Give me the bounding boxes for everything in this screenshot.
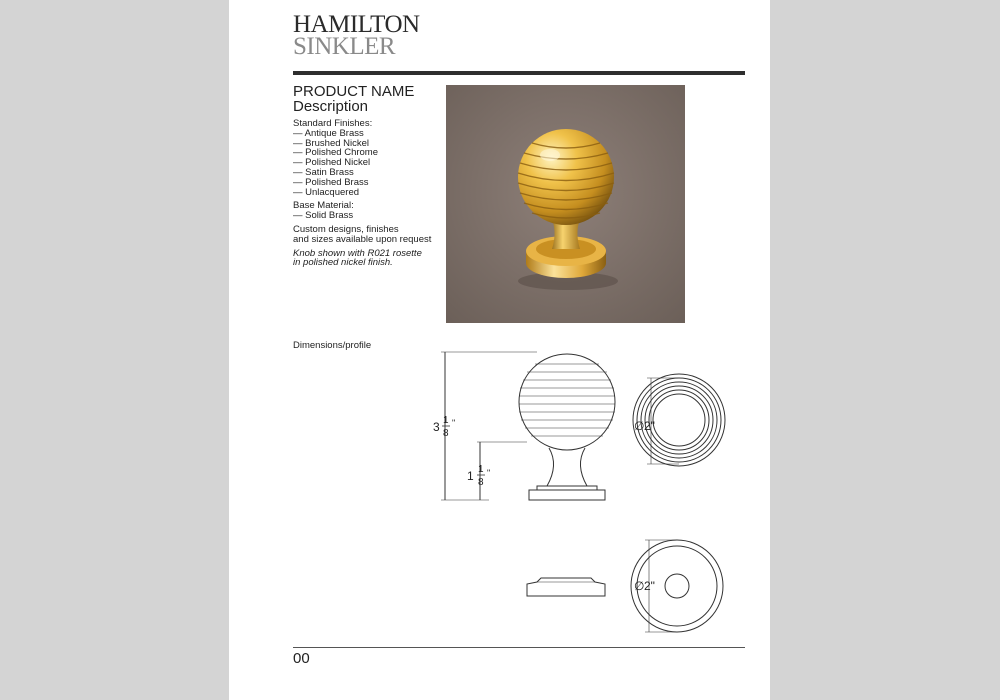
finishes-block: [293, 119, 453, 197]
custom-line-2: and sizes available upon request: [293, 233, 432, 245]
knob-diameter-symbol: ∅: [634, 419, 645, 433]
rosette-diameter: 2": [644, 579, 655, 593]
brand-line-2: SINKLER: [293, 33, 396, 60]
stem-den: 8: [478, 477, 484, 488]
finishes-heading: Standard Finishes:: [293, 118, 373, 129]
profile-drawing: [419, 340, 749, 640]
finish-item: — Polished Nickel: [293, 157, 371, 169]
dimensions-label: Dimensions/profile: [293, 340, 372, 351]
finish-item: — Brushed Nickel: [293, 137, 370, 149]
rosette-line-1: Knob shown with R021 rosette: [293, 247, 422, 259]
stem-unit: ": [487, 468, 491, 478]
height-num: 1: [443, 415, 449, 426]
stem-whole: 1: [467, 469, 474, 483]
catalog-page: [229, 0, 770, 700]
product-info: [293, 119, 453, 272]
finish-item: — Unlacquered: [293, 186, 360, 198]
custom-line-1: Custom designs, finishes: [293, 223, 399, 235]
height-unit: ": [452, 418, 456, 428]
finish-item: — Polished Chrome: [293, 147, 379, 159]
product-title: [293, 84, 414, 114]
finish-item: — Antique Brass: [293, 127, 364, 139]
custom-note: [293, 225, 453, 245]
knob-diameter: 2": [644, 419, 655, 433]
finish-item: — Satin Brass: [293, 166, 354, 178]
height-den: 8: [443, 428, 449, 439]
rosette-line-2: in polished nickel finish.: [293, 257, 393, 269]
product-photo: [446, 85, 685, 323]
brand-line-1: HAMILTON: [293, 11, 420, 38]
material-block: [293, 201, 453, 221]
header-rule: [293, 71, 745, 75]
footer-rule: [293, 647, 745, 648]
knob-profile: [519, 354, 615, 500]
material-heading: Base Material:: [293, 200, 354, 212]
page-number: 00: [293, 650, 310, 667]
stem-num: 1: [478, 464, 484, 475]
rosette-diameter-symbol: ∅: [634, 579, 645, 593]
material-item: — Solid Brass: [293, 210, 354, 222]
product-name: PRODUCT NAME: [293, 83, 415, 100]
height-whole: 3: [433, 420, 440, 434]
brand-logo: [293, 11, 420, 60]
finish-item: — Polished Brass: [293, 176, 369, 188]
rosette-note: [293, 249, 453, 269]
product-description: Description: [293, 98, 369, 115]
rosette-profile: [527, 578, 605, 596]
